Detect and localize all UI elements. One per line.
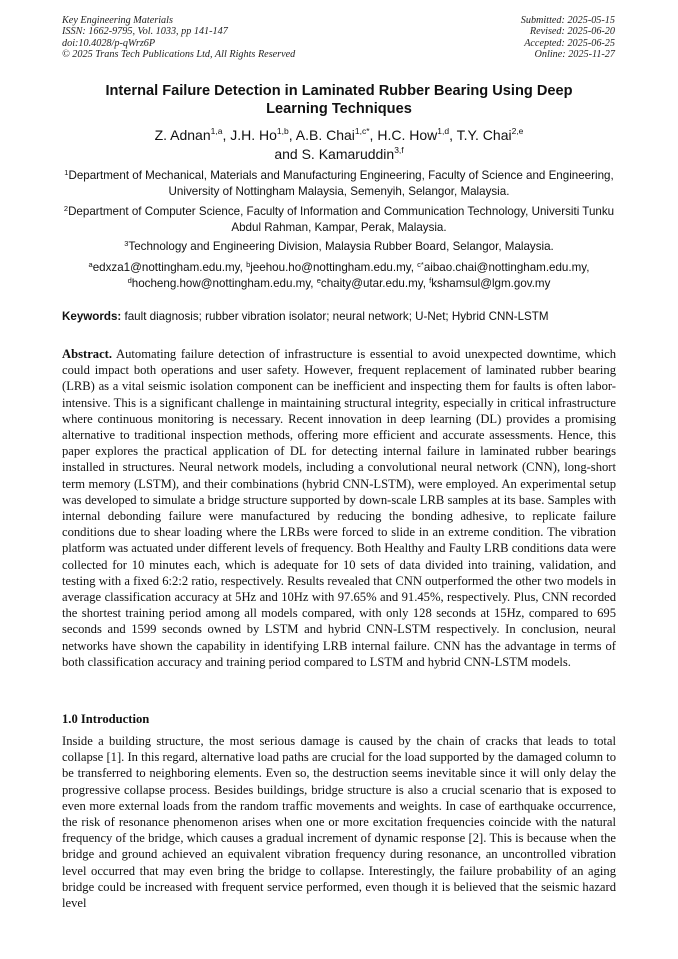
author-separator: , — [222, 127, 231, 143]
email-link[interactable]: edxza1@nottingham.edu.my — [92, 261, 240, 274]
author-separator: , — [449, 127, 457, 143]
accepted-date: Accepted: 2025-06-25 — [524, 37, 615, 49]
affiliation-number: 3 — [124, 239, 129, 248]
keywords-text: fault diagnosis; rubber vibration isolator; neural network; U-Net; Hybrid CNN-LSTM — [124, 310, 549, 323]
publication-dates — [521, 15, 615, 61]
affiliation-number: 1 — [64, 168, 69, 177]
email-mark: d — [127, 275, 132, 285]
affiliation-1 — [60, 168, 618, 199]
email-mark: f — [429, 275, 432, 285]
journal-info — [62, 15, 295, 61]
copyright-line: © 2025 Trans Tech Publications Ltd, All Rights Reserved — [62, 49, 296, 61]
revised-date: Revised: 2025-06-20 — [529, 26, 615, 38]
doi-line[interactable]: doi:10.4028/p-qWrz6P — [62, 37, 156, 49]
online-date: Online: 2025-11-27 — [534, 49, 615, 61]
email-link[interactable]: aibao.chai@nottingham.edu.my — [423, 261, 587, 274]
author-affiliation-mark: 1,d — [437, 126, 450, 136]
email-link[interactable]: chaity@utar.edu.my — [320, 276, 423, 290]
author-affiliation-mark: 1,a — [210, 126, 223, 136]
email-mark: b — [246, 260, 251, 269]
author-name: T.Y. Chai — [456, 127, 512, 143]
author-name: J.H. Ho — [230, 127, 277, 143]
email-list: $^a$edxza1@nottingham.edu.my, $^b$jeehou.ho@nottingham.edu.my, $^{c*}$aibao.chai@nottingham.edu.my, $^d$hocheng.how@nottingham.edu.my, $^e$chaity@utar.edu.my, $^f$kshamsul@lgm.gov.my — [88, 260, 590, 290]
author-name: A.B. Chai — [295, 127, 355, 143]
email-link[interactable]: hocheng.how@nottingham.edu.my — [131, 276, 311, 290]
author-name: H.C. How — [377, 127, 438, 143]
author-affiliation-mark: 2,e — [511, 126, 524, 136]
email-mark: e — [316, 275, 321, 285]
abstract-text: Automating failure detection of infrastructure is essential to avoid unexpected downtime, which could impact both operations and user safety. However, frequent replacement of laminated rubber bearing (LRB) as a vital seismic isolation component can be inefficient and inspecting them for faults is often labor-intensive. This is a significant challenge in maintaining structural integrity, especially in critical infrastructure where continuous monitoring is necessary. Recent innovation in deep learning (DL) provides a promising alternative to traditional inspection methods, offering more efficient and accurate assessments. Hence, this paper explores the practical application of DL for detecting internal failure in laminated rubber bearings installed in structures. Neural network models, including a convolutional neural network (CNN), long-short term memory (LSTM), and their combinations (hybrid CNN-LSTM), were employed. An experimental setup was developed to simulate a bridge structure supported by down-scale LRB samples at its base. Samples with internal debonding failure were manufactured by reducing the bonding adhesive, to replicate failure conditions due to shear loading where the LRBs were forced to slide in an extreme condition. The vibration platform was actuated under different levels of frequency. Both Healthy and Faulty LRB conditions data were collected for 10 minutes each, which is adequate for 10 sets of data divided into training, validation, and testing with a fixed 6:2:2 ratio, respectively. Results revealed that CNN outperformed the other two models in average classification accuracy at 5Hz and 10Hz with 97.65% and 91.45%, respectively. Plus, CNN recorded the shortest training period among all models compared, with only 128 seconds at 15Hz, compared to 695 seconds and 1599 seconds owned by LSTM and hybrid CNN-LSTM respectively. In conclusion, neural networks have shown the capability in identifying LRB internal failure. CNN has the advantage in terms of both classification accuracy and training period compared to LSTM and hybrid CNN-LSTM models. — [62, 347, 616, 669]
author-name: Z. Adnan — [154, 127, 211, 143]
abstract-label: Abstract. — [62, 347, 113, 361]
journal-name: Key Engineering Materials — [62, 15, 173, 26]
introduction-paragraph: Inside a building structure, the most serious damage is caused by the chain of cracks that leads to total collapse [1]. In this regard, alternative load paths are crucial for the load supported by the damaged column to be transferred to neighboring elements. Even so, the destruction seems inevitable since it will only delay the progressive collapse process. Besides buildings, bridge structure is also a crucial scenario that is exposed to even more external loads from the random traffic movements and weights. In case of earthquake occurrence, the risk of resonance phenomenon arises when one or more excitation frequencies coincide with the natural frequency of the bridge, which causes a gradual increment of dynamic response [2]. This is because when the bridge and ground achieved an equivalent vibration frequency during resonance, an uncontrolled vibration level occurred that may even bring the bridge to collapse. Interestingly, the failure probability of an aging bridge could be increased with frequent service performed, even though it is believed that the seismic hazard level — [62, 734, 616, 911]
keywords-line — [62, 309, 618, 324]
email-mark: a — [88, 260, 93, 269]
author-name: S. Kamaruddin — [301, 146, 395, 162]
author-list — [60, 126, 618, 164]
affiliation-3 — [60, 239, 618, 255]
abstract-paragraph — [62, 346, 616, 670]
author-affiliation-mark: 1,b — [276, 126, 289, 136]
section-heading: 1.0 Introduction — [62, 712, 150, 726]
author-conjunction: and — [274, 146, 302, 162]
email-link[interactable]: jeehou.ho@nottingham.edu.my — [250, 261, 411, 274]
affiliation-number: 2 — [63, 204, 69, 213]
paper-title: Internal Failure Detection in Laminated Rubber Bearing Using Deep Learning Techniques — [105, 83, 573, 117]
author-separator: , — [369, 127, 378, 143]
affiliation-2 — [60, 204, 618, 235]
submitted-date: Submitted: 2025-05-15 — [520, 15, 615, 26]
author-separator: , — [288, 127, 296, 143]
issn-line: ISSN: 1662-9795, Vol. 1033, pp 141-147 — [62, 26, 228, 38]
affiliation-text: Technology and Engineering Division, Malaysia Rubber Board, Selangor, Malaysia. — [128, 240, 554, 253]
keywords-label: Keywords: — [62, 310, 122, 323]
email-mark: c* — [417, 260, 424, 269]
author-affiliation-mark: 1,c* — [354, 126, 370, 136]
email-link[interactable]: kshamsul@lgm.gov.my — [431, 276, 551, 290]
affiliation-text: Department of Mechanical, Materials and Manufacturing Engineering, Faculty of Science and Engineering, University of Nottingham Malaysia, Semenyih, Selangor, Malaysia. — [68, 169, 614, 198]
author-affiliation-mark: 3,f — [394, 145, 404, 155]
affiliation-text: Department of Computer Science, Faculty of Information and Communication Technology, Universiti Tunku Abdul Rahman, Kampar, Perak, Malaysia. — [68, 205, 615, 234]
